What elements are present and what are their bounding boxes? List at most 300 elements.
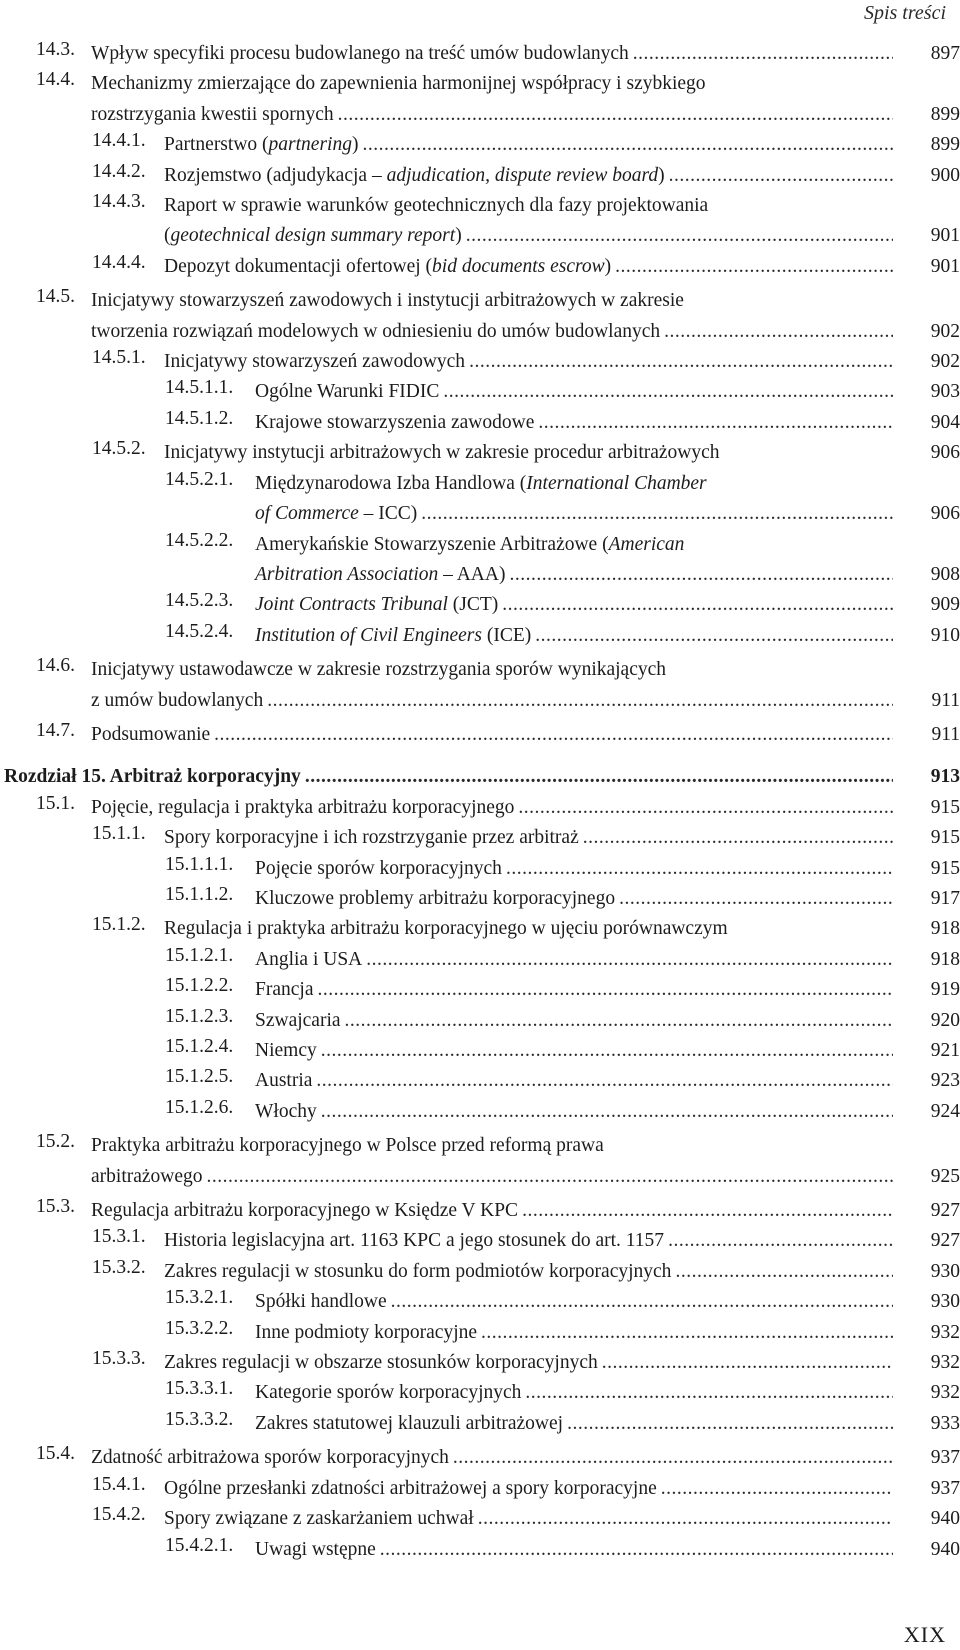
toc-text-run: Wpływ specyfiki procesu budowlanego na treść umów budowlanych <box>91 43 629 64</box>
toc-entry <box>0 914 960 944</box>
toc-text-run: Arbitration Association <box>255 563 439 585</box>
toc-entry-line <box>255 1287 960 1317</box>
dot-leader <box>391 1287 893 1317</box>
toc-text-run: Austria <box>255 1070 313 1092</box>
toc-page-number: 911 <box>931 723 960 745</box>
toc-entry <box>0 793 960 823</box>
toc-entry-line <box>164 438 960 468</box>
toc-entry-title <box>91 720 960 750</box>
toc-entry <box>0 655 960 716</box>
toc-text-run: Institution of Civil Engineers <box>255 624 482 646</box>
toc-entry-line <box>255 1066 960 1096</box>
toc-text-run: ) <box>604 255 612 277</box>
toc-entry <box>0 720 960 750</box>
toc-text-run: Amerykańskie Stowarzyszenie Arbitrażowe ( <box>255 533 609 555</box>
toc-entry-title <box>255 377 960 407</box>
toc-entry-line <box>164 221 960 251</box>
toc-entry-title <box>255 1318 960 1348</box>
dot-leader <box>664 317 893 347</box>
toc-entry-line <box>91 1196 960 1226</box>
toc-entry-line <box>164 347 960 377</box>
toc-entry-number: 15.3.3. <box>92 1348 146 1370</box>
toc-entry <box>0 252 960 282</box>
toc-entry-title <box>164 1504 960 1534</box>
toc-text-run: Szwajcaria <box>255 1009 341 1031</box>
toc-entry-number: 15.1.1. <box>92 823 146 845</box>
toc-entry-line <box>255 530 960 560</box>
toc-entry-line <box>91 720 960 750</box>
toc-entry-line <box>255 560 960 590</box>
toc-entry-title <box>255 408 960 438</box>
toc-entry-number: 15.1. <box>36 792 75 814</box>
toc-text-run: Zdatność arbitrażowa sporów korporacyjnych <box>91 1447 449 1469</box>
toc-entry <box>0 286 960 347</box>
toc-text-run: – ICC) <box>358 503 418 525</box>
toc-entry-number: 15.1.2.4. <box>165 1036 234 1057</box>
toc-page-number: 937 <box>930 1477 960 1499</box>
toc-entry <box>0 621 960 651</box>
toc-entry-line <box>164 1348 960 1378</box>
toc-page-number: 902 <box>930 320 960 342</box>
toc-text-run: rozstrzygania kwestii spornych <box>91 103 334 125</box>
toc-entry <box>0 854 960 884</box>
toc-entry-line <box>255 408 960 438</box>
toc-page-number: 918 <box>930 948 960 970</box>
toc-entry-title <box>164 347 960 377</box>
toc-entry-line <box>91 69 960 99</box>
toc-text-run: Inicjatywy ustawodawcze w zakresie rozstrzygania sporów wynikających <box>91 659 667 681</box>
dot-leader <box>525 1378 893 1408</box>
toc-text-run: bid documents escrow <box>432 255 605 277</box>
toc-entry <box>0 1036 960 1066</box>
dot-leader <box>567 1409 893 1439</box>
toc-entry-title <box>91 69 960 130</box>
dot-leader <box>535 621 893 651</box>
toc-text-run: Ogólne przesłanki zdatności arbitrażowej a spory korporacyjne <box>164 1477 657 1499</box>
toc-entry-line <box>164 914 960 944</box>
toc-entry-line <box>164 823 960 853</box>
toc-entry-title <box>255 590 960 620</box>
toc-entry-number: 15.1.2.3. <box>165 1005 234 1027</box>
toc-text-run: International Chamber <box>526 472 707 494</box>
toc-text-run: ) <box>351 134 359 156</box>
toc-text-run: Krajowe stowarzyszenia zawodowe <box>255 411 535 433</box>
toc-entry-number: 14.5.2.1. <box>165 468 234 490</box>
toc-entry-title <box>164 1226 960 1256</box>
dot-leader <box>668 1226 893 1256</box>
toc-entry-line <box>164 1474 960 1504</box>
toc-entry <box>0 762 960 792</box>
toc-entry <box>0 1504 960 1534</box>
toc-page-number: 933 <box>930 1412 960 1434</box>
dot-leader <box>214 720 893 750</box>
toc-text-run: Regulacja arbitrażu korporacyjnego w Księdze V KPC <box>91 1200 519 1222</box>
toc-entry-line <box>255 377 960 407</box>
dot-leader <box>316 1066 893 1096</box>
toc-entry-title <box>255 945 960 975</box>
toc-entry-line <box>255 1409 960 1439</box>
toc-entry-line <box>91 100 960 130</box>
toc-entry <box>0 1066 960 1096</box>
toc-text-run: Historia legislacyjna art. 1163 KPC a jego stosunek do art. 1157 <box>164 1230 665 1252</box>
toc-page-number: 897 <box>930 43 960 64</box>
toc-entry-number: 15.3.3.2. <box>165 1408 234 1430</box>
toc-entry-title <box>164 1474 960 1504</box>
toc-entry <box>0 1196 960 1226</box>
toc-entry <box>0 530 960 591</box>
toc-entry <box>0 1097 960 1127</box>
toc-entry-line <box>91 655 960 685</box>
toc-entry-line <box>164 1257 960 1287</box>
toc-entry-line <box>255 945 960 975</box>
toc-entry-number: 15.1.2. <box>92 914 146 936</box>
toc-entry-title <box>255 530 960 591</box>
toc-entry-title <box>255 1378 960 1408</box>
toc-entry-number: 14.4.2. <box>92 160 146 182</box>
toc-entry <box>0 1378 960 1408</box>
toc-page-number: 920 <box>930 1009 960 1031</box>
dot-leader <box>345 1006 893 1036</box>
toc-entry-line <box>164 130 960 160</box>
toc-text-run: Inne podmioty korporacyjne <box>255 1321 478 1343</box>
toc-entry-number: 14.4.3. <box>92 191 146 213</box>
toc-entry <box>0 1226 960 1256</box>
toc-entry <box>0 408 960 438</box>
dot-leader <box>421 499 893 529</box>
toc-entry-title <box>255 621 960 651</box>
toc-entry-number: 14.4. <box>36 69 75 91</box>
toc-page-number: 930 <box>930 1291 960 1313</box>
toc-page-number: 927 <box>930 1200 960 1222</box>
toc-text-run: partnering <box>268 134 352 156</box>
dot-leader <box>522 1196 893 1226</box>
toc-entry-number: 14.4.4. <box>92 251 146 273</box>
toc-entry-title <box>255 1006 960 1036</box>
toc-text-run: z umów budowlanych <box>91 689 264 711</box>
toc-entry-title <box>255 975 960 1005</box>
toc-entry-number: 14.6. <box>36 655 75 677</box>
toc-entry-title <box>255 1287 960 1317</box>
toc-page-number: 913 <box>930 766 960 788</box>
toc-entry-title <box>164 823 960 853</box>
toc-entry-line <box>255 1535 960 1565</box>
toc-page-number: 917 <box>930 887 960 909</box>
toc-entry-number: 15.4.1. <box>92 1473 146 1495</box>
toc-text-run: (JCT) <box>447 594 499 616</box>
toc-entry-line <box>164 191 960 221</box>
toc-entry-number: 15.1.1.1. <box>165 853 234 875</box>
toc-page-number: 932 <box>930 1321 960 1343</box>
toc-entry <box>0 1006 960 1036</box>
toc-text-run: Depozyt dokumentacji ofertowej ( <box>164 255 433 277</box>
toc-entry <box>0 69 960 130</box>
toc-text-run: Zakres statutowej klauzuli arbitrażowej <box>255 1412 564 1434</box>
toc-text-run: Mechanizmy zmierzające do zapewnienia harmonijnej współpracy i szybkiego <box>91 73 706 95</box>
toc-page-number: 906 <box>930 503 960 525</box>
toc-page-number: 921 <box>930 1040 960 1061</box>
dot-leader <box>380 1535 893 1565</box>
toc-entry-title <box>255 1097 960 1127</box>
toc-entry-title <box>91 1196 960 1226</box>
toc-entry-number: 14.5.2. <box>92 438 146 460</box>
toc-text-run: Praktyka arbitrażu korporacyjnego w Polsce przed reformą prawa <box>91 1135 604 1157</box>
dot-leader <box>305 762 893 792</box>
toc-entry <box>0 1443 960 1473</box>
toc-text-run: Inicjatywy stowarzyszeń zawodowych <box>164 351 466 373</box>
toc-entry-number: 15.3.3.1. <box>165 1378 234 1400</box>
dot-leader <box>602 1348 893 1378</box>
toc-entry-line <box>255 1006 960 1036</box>
toc-text-run: adjudication, dispute review board <box>386 164 659 186</box>
toc-entry <box>0 1257 960 1287</box>
dot-leader <box>362 130 893 160</box>
dot-leader <box>509 560 893 590</box>
toc-entry <box>0 130 960 160</box>
dot-leader <box>518 793 893 823</box>
toc-entry-number: 14.5. <box>36 286 75 308</box>
toc-text-run: Partnerstwo ( <box>164 134 269 156</box>
dot-leader <box>366 945 893 975</box>
dot-leader <box>661 1474 893 1504</box>
toc-text-run: – AAA) <box>438 563 506 585</box>
toc-entry-line <box>255 621 960 651</box>
toc-entry-number: 15.2. <box>36 1131 75 1153</box>
toc-entry-title <box>91 1443 960 1473</box>
dot-leader <box>538 408 893 438</box>
toc-page-number: 901 <box>930 225 960 247</box>
toc-entry <box>0 1409 960 1439</box>
toc-page-number: 937 <box>930 1447 960 1469</box>
toc-page-number: 899 <box>930 103 960 125</box>
dot-leader <box>506 854 893 884</box>
toc-entry-title <box>164 438 960 468</box>
toc-entry-line <box>91 793 960 823</box>
toc-page-number: 918 <box>930 918 960 940</box>
toc-entry-number: 15.1.2.2. <box>165 975 234 997</box>
toc-text-run: Niemcy <box>255 1040 317 1061</box>
toc-page-number: 930 <box>930 1260 960 1282</box>
page-number: XIX <box>903 1622 946 1647</box>
toc-entry-title <box>255 1066 960 1096</box>
toc-entry-title <box>91 655 960 716</box>
toc-text-run: arbitrażowego <box>91 1165 203 1187</box>
toc-text-run: Kategorie sporów korporacyjnych <box>255 1382 522 1404</box>
toc-entry-line <box>255 854 960 884</box>
toc-text-run: Pojęcie, regulacja i praktyka arbitrażu korporacyjnego <box>91 796 515 818</box>
toc-entry-number: 14.5.1. <box>92 347 146 369</box>
toc-text-run: American <box>608 533 685 555</box>
toc-text-run: geotechnical design summary report <box>170 225 456 247</box>
dot-leader <box>502 590 893 620</box>
toc-entry-number: 15.1.2.1. <box>165 944 234 966</box>
chapter-number: Rozdział 15. <box>4 766 110 788</box>
toc-entry-title <box>91 793 960 823</box>
toc-page-number: 932 <box>930 1382 960 1404</box>
toc-text-run: Pojęcie sporów korporacyjnych <box>255 857 502 879</box>
toc-page-number: 915 <box>930 857 960 879</box>
dot-leader <box>469 347 893 377</box>
toc-entry-number: 15.3.1. <box>92 1226 146 1248</box>
toc-entry <box>0 1131 960 1192</box>
toc-entry-title <box>164 191 960 252</box>
dot-leader <box>478 1504 893 1534</box>
dot-leader <box>338 100 893 130</box>
toc-entry-number: 14.5.2.4. <box>165 620 234 642</box>
toc-entry-number: 14.5.2.3. <box>165 590 234 612</box>
toc-entry-number: 14.5.1.2. <box>165 407 234 429</box>
dot-leader <box>481 1318 893 1348</box>
toc-text-run: Międzynarodowa Izba Handlowa ( <box>255 472 527 494</box>
toc-text-run: Podsumowanie <box>91 723 211 745</box>
toc-entry-line <box>91 1131 960 1161</box>
dot-leader <box>669 161 893 191</box>
dot-leader <box>317 975 893 1005</box>
toc-entry <box>0 377 960 407</box>
toc-entry-number: 15.3. <box>36 1196 75 1218</box>
toc-entry <box>0 1474 960 1504</box>
toc-entry-title <box>164 130 960 160</box>
toc-page-number: 940 <box>930 1508 960 1530</box>
toc-page-number: 915 <box>930 796 960 818</box>
toc-entry-line <box>255 590 960 620</box>
toc-entry-line <box>91 1162 960 1192</box>
dot-leader <box>619 884 893 914</box>
toc-text-run: Kluczowe problemy arbitrażu korporacyjnego <box>255 887 616 909</box>
toc-entry <box>0 1287 960 1317</box>
toc-entry-title <box>255 1409 960 1439</box>
toc-text-run: Regulacja i praktyka arbitrażu korporacyjnego w ujęciu porównawczym <box>164 918 728 940</box>
toc-entry-number: 15.4.2. <box>92 1504 146 1526</box>
toc-entry-title <box>255 1036 960 1066</box>
toc-entry <box>0 39 960 69</box>
toc-page-number: 903 <box>930 381 960 403</box>
toc-page-number: 910 <box>930 624 960 646</box>
toc-text-run: of Commerce <box>255 503 359 525</box>
toc-page-number: 901 <box>930 255 960 277</box>
toc-page-number: 927 <box>930 1230 960 1252</box>
dot-leader <box>207 1162 893 1192</box>
toc-text-run: Spory korporacyjne i ich rozstrzyganie przez arbitraż <box>164 827 579 849</box>
toc-text-run: Anglia i USA <box>255 948 363 970</box>
toc-page-number: 924 <box>930 1100 960 1122</box>
toc-entry-title <box>4 762 960 792</box>
toc-text-run: Raport w sprawie warunków geotechnicznych dla fazy projektowania <box>164 195 709 217</box>
toc-entry-line <box>164 1226 960 1256</box>
toc-entry <box>0 590 960 620</box>
dot-leader <box>267 686 893 716</box>
toc-entry-number: 15.1.1.2. <box>165 883 234 905</box>
toc-entry-title <box>255 854 960 884</box>
toc-page-number: 911 <box>931 689 960 711</box>
toc-entry-number: 15.3.2.2. <box>165 1317 234 1339</box>
toc-page-number: 899 <box>930 134 960 156</box>
toc-page-number: 923 <box>930 1070 960 1092</box>
toc-entry <box>0 823 960 853</box>
toc-entry-line <box>255 1318 960 1348</box>
toc-entry-line <box>255 1097 960 1127</box>
toc-text-run: Włochy <box>255 1100 317 1122</box>
toc-entry <box>0 975 960 1005</box>
toc-entry <box>0 469 960 530</box>
toc-entry <box>0 1535 960 1565</box>
toc-text-run: Spory związane z zaskarżaniem uchwał <box>164 1508 474 1530</box>
toc-entry-number: 15.3.2. <box>92 1256 146 1278</box>
toc-entry-line <box>91 39 960 69</box>
toc-entry <box>0 884 960 914</box>
toc-page-number: 908 <box>930 563 960 585</box>
toc-text-run: Arbitraż korporacyjny <box>109 766 301 788</box>
toc-entry-number: 15.3.2.1. <box>165 1287 234 1309</box>
toc-entry-title <box>255 469 960 530</box>
toc-entry-line <box>255 499 960 529</box>
toc-entry-line <box>255 975 960 1005</box>
toc-text-run: Zakres regulacji w stosunku do form podmiotów korporacyjnych <box>164 1260 672 1282</box>
toc-page-number: 906 <box>930 442 960 464</box>
toc-entry <box>0 347 960 377</box>
toc-entry-title <box>255 884 960 914</box>
dot-leader <box>615 252 893 282</box>
toc-entry-line <box>164 161 960 191</box>
toc-entry <box>0 945 960 975</box>
toc-entry <box>0 161 960 191</box>
toc-entry-title <box>91 39 960 69</box>
toc-entry <box>0 1348 960 1378</box>
toc-page-number: 904 <box>930 411 960 433</box>
toc-entry-line <box>91 1443 960 1473</box>
toc-text-run: tworzenia rozwiązań modelowych w odniesieniu do umów budowlanych <box>91 320 661 342</box>
toc-entry-title <box>91 286 960 347</box>
toc-entry-number: 15.1.2.5. <box>165 1066 234 1088</box>
toc-entry-line <box>164 252 960 282</box>
toc-entry-line <box>4 762 960 792</box>
toc-entry-number: 15.1.2.6. <box>165 1096 234 1118</box>
toc-entry-title <box>91 1131 960 1192</box>
toc-text-run: ) <box>455 225 462 247</box>
toc-text-run: Francja <box>255 979 314 1001</box>
toc-text-run: Rozjemstwo (adjudykacja – <box>164 164 387 186</box>
toc-page-number: 925 <box>930 1165 960 1187</box>
toc-text-run: Spółki handlowe <box>255 1291 387 1313</box>
toc-entry-line <box>91 686 960 716</box>
toc-entry-number: 14.7. <box>36 719 75 741</box>
toc-entry-title <box>164 914 960 944</box>
toc-text-run: (ICE) <box>481 624 532 646</box>
toc-entry-line <box>164 1504 960 1534</box>
toc-entry-number: 14.4.1. <box>92 130 146 152</box>
toc-page-number: 932 <box>930 1352 960 1374</box>
toc-entry-line <box>91 317 960 347</box>
table-of-contents <box>0 39 960 1565</box>
toc-entry-title <box>164 1348 960 1378</box>
toc-text-run: Inicjatywy stowarzyszeń zawodowych i instytucji arbitrażowych w zakresie <box>91 290 684 312</box>
dot-leader <box>583 823 893 853</box>
toc-entry <box>0 438 960 468</box>
toc-entry-number: 15.4.2.1. <box>165 1534 234 1556</box>
toc-entry <box>0 191 960 252</box>
toc-entry-line <box>255 1036 960 1066</box>
toc-text-run: ) <box>658 164 665 186</box>
toc-page-number: 909 <box>930 594 960 616</box>
toc-entry-number: 14.3. <box>36 39 75 60</box>
toc-page-number: 902 <box>930 351 960 373</box>
toc-text-run: Ogólne Warunki FIDIC <box>255 381 440 403</box>
toc-entry-line <box>255 884 960 914</box>
toc-text-run: Inicjatywy instytucji arbitrażowych w zakresie procedur arbitrażowych <box>164 442 720 464</box>
toc-text-run: Zakres regulacji w obszarze stosunków korporacyjnych <box>164 1352 598 1374</box>
toc-page-number: 940 <box>930 1538 960 1560</box>
dot-leader <box>633 39 893 69</box>
toc-entry-line <box>91 286 960 316</box>
